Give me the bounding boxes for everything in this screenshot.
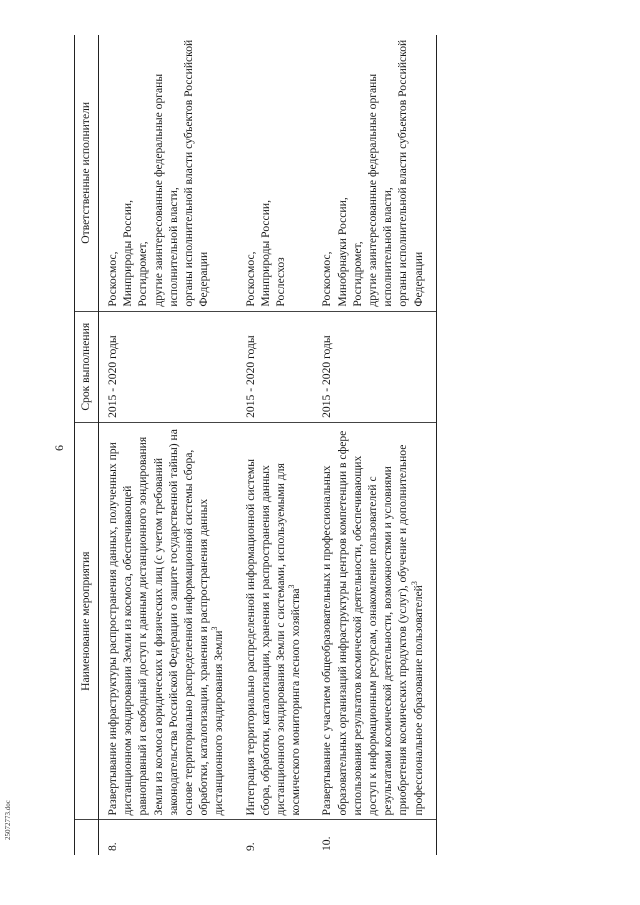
header-responsible: Ответственные исполнители [75, 35, 99, 311]
table-row [237, 35, 314, 855]
responsible-line: Минприроды России, [258, 199, 272, 307]
responsible-line: органы исполнительной власти субъектов Российской Федерации [396, 39, 425, 307]
rotated-sheet [52, 35, 612, 855]
responsible-line: Минприроды России, [121, 199, 135, 307]
measures-table [74, 35, 437, 855]
row-responsible [237, 35, 314, 311]
table-header-row [75, 35, 99, 855]
header-term: Срок выполнения [75, 311, 99, 422]
footnote-mark: 3 [287, 584, 297, 589]
responsible-line: Минобрнауки России, [335, 197, 349, 307]
header-number [75, 820, 99, 855]
responsible-line: Роскосмос, [320, 251, 334, 307]
row-responsible [313, 35, 436, 311]
row-name-text: Развертывание с участием общеобразовательных и профессиональных образовательных организаций инфраструктуры центров компетенции в сфере использования результатов космической деятельности, обеспечивающих доступ к информационным ресурсам, ознакомление пользователей с результатами космической деятельности, возможностями и условиями приобретения космических продуктов (услуг), обучение и дополнительное профессиональное образование пользователей [320, 430, 425, 816]
row-name [313, 422, 436, 820]
responsible-line: Росгидромет, [350, 241, 364, 307]
table-body [99, 35, 437, 855]
page-number: 6 [52, 445, 66, 451]
row-responsible [99, 35, 237, 311]
responsible-line: Роскосмос, [243, 251, 257, 307]
responsible-line: органы исполнительной власти субъектов Российской Федерации [182, 39, 211, 307]
row-number: 8. [106, 842, 119, 851]
row-name-text: Развертывание инфраструктуры распространения данных, полученных при дистанционном зондировании Земли из космоса, обеспечивающей равноправный и свободный доступ к данным дистанционного зондирования Земли из космоса юридических и физических лиц (с учетом требований законодательства Российской Федерации о защите государственной тайны) на основе территориально распределенной информационной системы сбора, обработки, каталогизации, хранения и распространения данных дистанционного зондирования Земли [106, 429, 226, 816]
row-term: 2015 - 2020 годы [99, 311, 237, 422]
row-name [237, 422, 314, 820]
row-name-text: Интеграция территориально распределенной информационной системы сбора, обработки, каталогизации, хранения и распространения данных дистанционного зондирования Земли с системами, используемыми для космического мониторинга лесного хозяйства [243, 458, 303, 816]
responsible-line: другие заинтересованные федеральные органы исполнительной власти, [151, 73, 180, 307]
document-reference: 25072773.doc [4, 800, 12, 840]
header-name: Наименование мероприятия [75, 422, 99, 820]
row-number: 10. [313, 820, 436, 855]
row-name [99, 422, 237, 820]
row-number: 9. [243, 842, 257, 851]
table-row [99, 35, 237, 855]
responsible-line: Росгидромет, [136, 241, 150, 307]
table-row [313, 35, 436, 855]
footnote-mark: 3 [409, 581, 419, 586]
responsible-line: Рослесхоз [274, 257, 288, 307]
row-term: 2015 - 2020 годы [313, 311, 436, 422]
responsible-line: другие заинтересованные федеральные органы исполнительной власти, [366, 73, 395, 307]
footnote-mark: 3 [210, 626, 220, 631]
responsible-line: Роскосмос, [106, 251, 119, 307]
row-term: 2015 - 2020 годы [237, 311, 314, 422]
